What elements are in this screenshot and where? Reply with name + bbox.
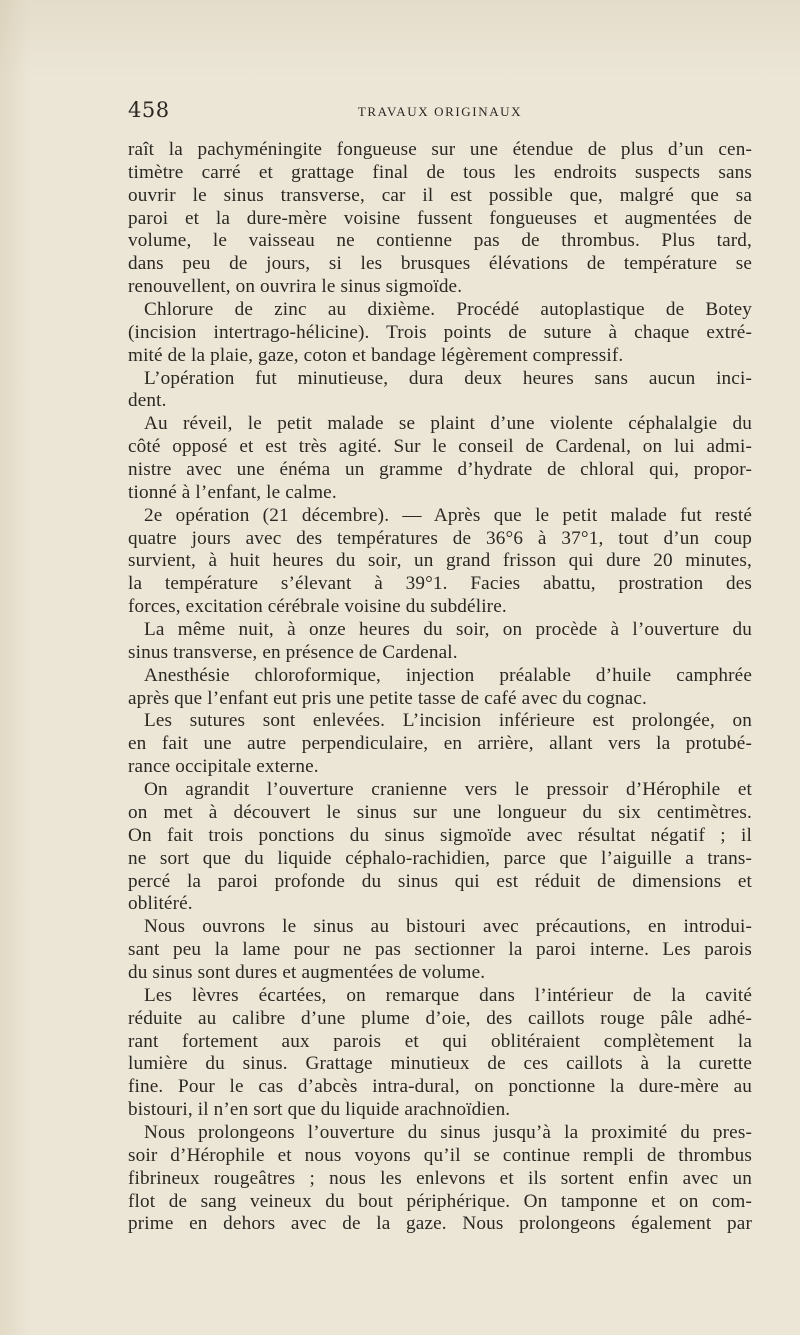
text-line: sinus transverse, en présence de Cardenal. — [128, 641, 458, 663]
text-line: du sinus sont dures et augmentées de volume. — [128, 961, 486, 983]
text-line: sant peu la lame pour ne pas sectionner la paroi interne. Les parois — [128, 939, 752, 961]
text-line: On fait trois ponctions du sinus sigmoïde avec résultat négatif ; il — [128, 824, 752, 846]
paragraph-start: Nous prolongeons l’ouverture du sinus jusqu’à la proximité du pres- — [144, 1121, 752, 1143]
text-line: réduite au calibre d’une plume d’oie, des caillots rouge pâle adhé- — [128, 1007, 752, 1029]
text-line: raît la pachyméningite fongueuse sur une étendue de plus d’un cen- — [128, 139, 752, 160]
paragraph-start: La même nuit, à onze heures du soir, on procède à l’ouverture du — [144, 619, 752, 641]
page-header — [128, 98, 752, 128]
paragraph-start: Anesthésie chloroformique, injection préalable d’huile camphrée — [144, 664, 752, 686]
paragraph-start: Nous ouvrons le sinus au bistouri avec précautions, en introdui- — [144, 916, 752, 938]
text-line: volume, le vaisseau ne contienne pas de thrombus. Plus tard, — [128, 230, 752, 252]
text-line: rant fortement aux parois et qui oblitéraient complètement la — [128, 1030, 752, 1052]
text-line: fibrineux rougeâtres ; nous les enlevons et ils sortent enfin avec un — [128, 1167, 752, 1189]
text-line: survient, à huit heures du soir, un grand frisson qui dure 20 minutes, — [128, 550, 752, 572]
paragraph-start: Les lèvres écartées, on remarque dans l’intérieur de la cavité — [144, 984, 752, 1006]
text-line: flot de sang veineux du bout périphérique. On tamponne et on com- — [128, 1190, 752, 1212]
text-line: soir d’Hérophile et nous voyons qu’il se continue rempli de thrombus — [128, 1144, 752, 1166]
text-line: prime en dehors avec de la gaze. Nous prolongeons également par — [128, 1213, 752, 1235]
text-line: ne sort que du liquide céphalo-rachidien, parce que l’aiguille a trans- — [128, 847, 752, 869]
paragraph-start: L’opération fut minutieuse, dura deux heures sans aucun inci- — [144, 367, 752, 389]
text-line: la température s’élevant à 39°1. Facies abattu, prostration des — [128, 573, 752, 595]
paragraph-start: 2e opération (21 décembre). — Après que le petit malade fut resté — [144, 504, 752, 526]
page-number: 458 — [128, 98, 170, 122]
text-line: mité de la plaie, gaze, coton et bandage légèrement compressif. — [128, 344, 624, 366]
text-line: quatre jours avec des températures de 36°6 à 37°1, tout d’un coup — [128, 527, 752, 549]
paragraph-start: Chlorure de zinc au dixième. Procédé autoplastique de Botey — [144, 299, 752, 321]
text-line: bistouri, il n’en sort que du liquide arachnoïdien. — [128, 1099, 511, 1121]
body-text — [128, 139, 752, 1236]
text-line: nistre avec une énéma un gramme d’hydrate de chloral qui, propor- — [128, 459, 752, 481]
text-line: côté opposé et est très agité. Sur le conseil de Cardenal, on lui admi- — [128, 436, 752, 458]
text-line: paroi et la dure-mère voisine fussent fongueuses et augmentées de — [128, 207, 752, 229]
text-line: dent. — [128, 390, 167, 412]
paragraph-start: On agrandit l’ouverture cranienne vers le pressoir d’Hérophile et — [144, 779, 752, 801]
text-line: dans peu de jours, si les brusques élévations de température se — [128, 253, 752, 275]
text-line: timètre carré et grattage final de tous les endroits suspects sans — [128, 161, 752, 183]
paragraph-start: Au réveil, le petit malade se plaint d’une violente céphalalgie du — [144, 413, 752, 435]
text-line: rance occipitale externe. — [128, 756, 319, 778]
text-line: après que l’enfant eut pris une petite tasse de café avec du cognac. — [128, 687, 647, 709]
text-line: renouvellent, on ouvrira le sinus sigmoïde. — [128, 276, 463, 298]
text-line: (incision intertrago-hélicine). Trois points de suture à chaque extré- — [128, 321, 752, 343]
text-line: oblitéré. — [128, 893, 193, 915]
text-line: lumière du sinus. Grattage minutieux de ces caillots à la curette — [128, 1053, 752, 1075]
text-line: percé la paroi profonde du sinus qui est réduit de dimensions et — [128, 870, 752, 892]
text-line: en fait une autre perpendiculaire, en arrière, allant vers la protubé- — [128, 733, 752, 755]
text-line: on met à découvert le sinus sur une longueur du six centimètres. — [128, 801, 752, 823]
text-line: tionné à l’enfant, le calme. — [128, 481, 337, 503]
text-line: fine. Pour le cas d’abcès intra-dural, on ponctionne la dure-mère au — [128, 1076, 752, 1098]
paragraph-start: Les sutures sont enlevées. L’incision inférieure est prolongée, on — [144, 710, 752, 732]
running-head: TRAVAUX ORIGINAUX — [357, 104, 523, 119]
text-line: ouvrir le sinus transverse, car il est possible que, malgré que sa — [128, 184, 752, 206]
text-line: forces, excitation cérébrale voisine du subdélire. — [128, 596, 507, 618]
